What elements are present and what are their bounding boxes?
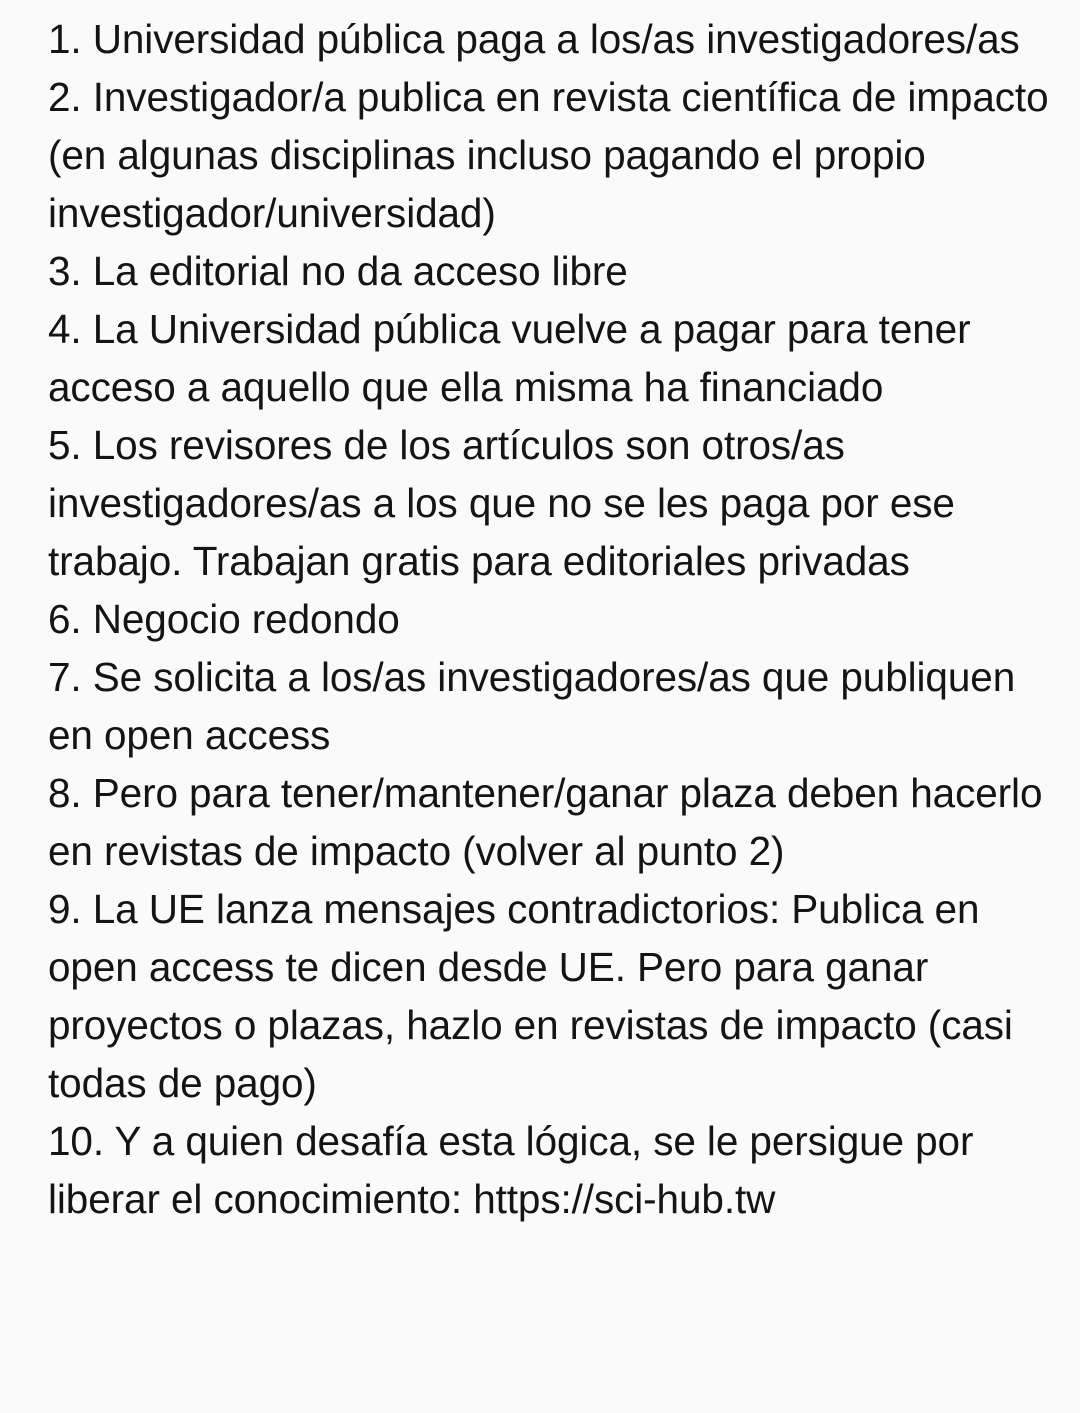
list-item: 2. Investigador/a publica en revista científica de impacto (en algunas disciplinas incluso pagando el propio investigador/universidad) xyxy=(48,74,1049,236)
list-item: 9. La UE lanza mensajes contradictorios: Publica en open access te dicen desde UE. Pero para ganar proyectos o plazas, hazlo en revistas de impacto (casi todas de pago) xyxy=(48,886,1013,1106)
list-item: 7. Se solicita a los/as investigadores/as que publiquen en open access xyxy=(48,654,1016,758)
list-item: 3. La editorial no da acceso libre xyxy=(48,248,628,294)
list-item: 10. Y a quien desafía esta lógica, se le persigue por liberar el conocimiento: https://sci-hub.tw xyxy=(48,1118,974,1222)
list-item: 8. Pero para tener/mantener/ganar plaza deben hacerlo en revistas de impacto (volver al punto 2) xyxy=(48,770,1043,874)
list-item: 1. Universidad pública paga a los/as investigadores/as xyxy=(48,16,1020,62)
note-text xyxy=(48,10,1058,1228)
list-item: 5. Los revisores de los artículos son otros/as investigadores/as a los que no se les paga por ese trabajo. Trabajan gratis para editoriales privadas xyxy=(48,422,955,584)
list-item: 4. La Universidad pública vuelve a pagar para tener acceso a aquello que ella misma ha financiado xyxy=(48,306,971,410)
list-item: 6. Negocio redondo xyxy=(48,596,400,642)
